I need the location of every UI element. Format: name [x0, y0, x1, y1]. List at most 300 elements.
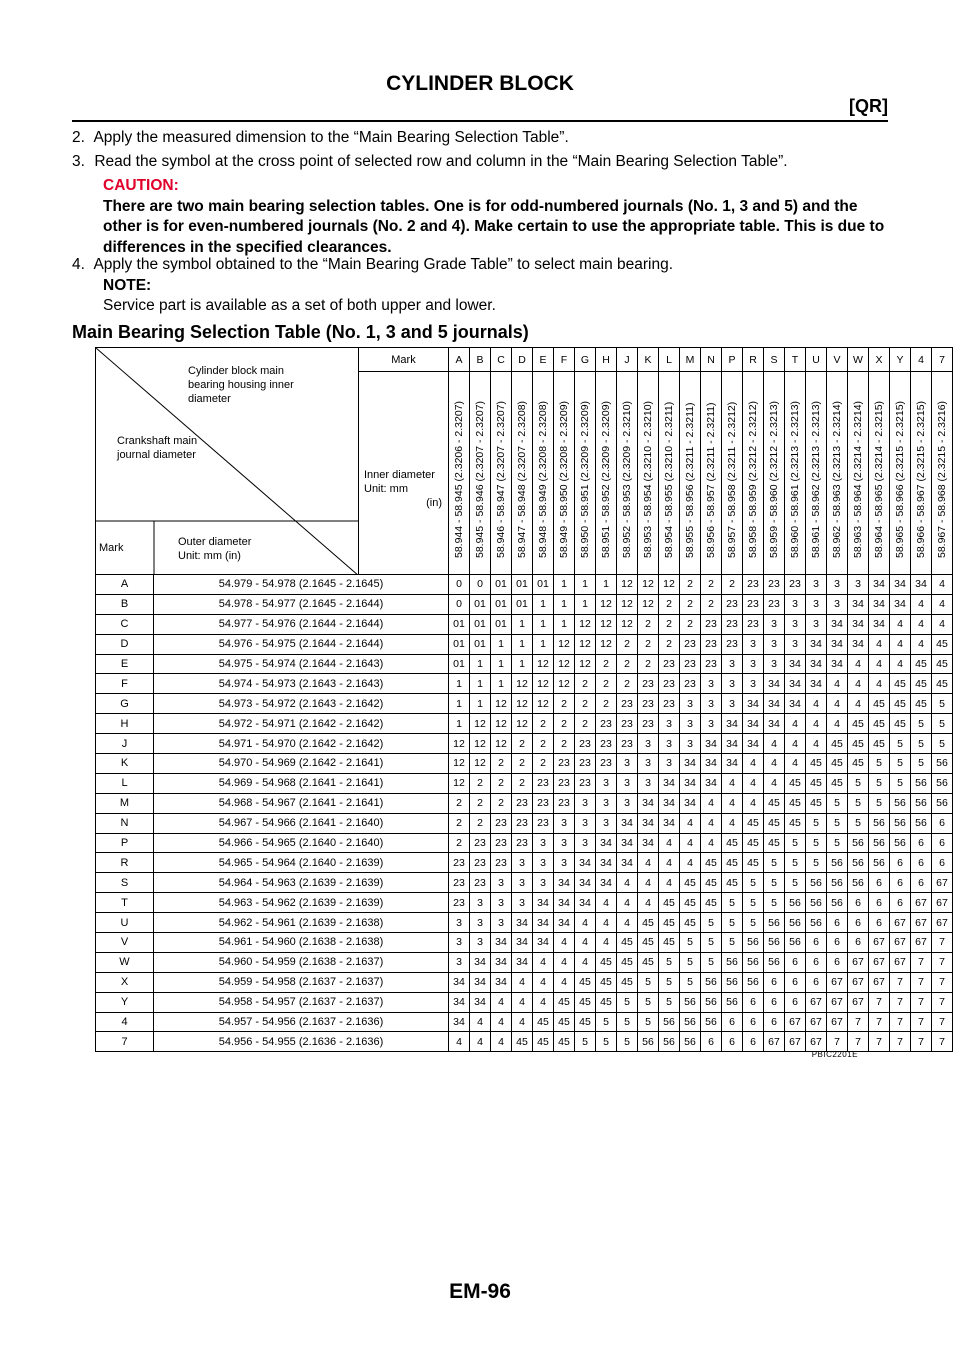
column-mark: 7: [932, 348, 953, 372]
column-inner-diameter-range: [680, 372, 701, 575]
table-cell: 5: [743, 873, 764, 893]
row-mark: B: [96, 594, 154, 614]
table-cell: 3: [701, 714, 722, 734]
table-cell: 56: [659, 1012, 680, 1032]
table-cell: 3: [743, 634, 764, 654]
table-cell: 56: [701, 992, 722, 1012]
table-cell: 5: [848, 813, 869, 833]
table-cell: 3: [806, 594, 827, 614]
column-inner-diameter-range: [575, 372, 596, 575]
table-cell: 5: [932, 734, 953, 754]
table-cell: 2: [617, 654, 638, 674]
table-cell: 6: [848, 933, 869, 953]
row-mark: X: [96, 972, 154, 992]
row-mark: G: [96, 694, 154, 714]
table-cell: 3: [722, 694, 743, 714]
table-cell: 34: [659, 793, 680, 813]
table-cell: 4: [827, 694, 848, 714]
table-cell: 3: [764, 614, 785, 634]
table-cell: 12: [512, 714, 533, 734]
table-row: [96, 754, 953, 774]
table-cell: 23: [701, 614, 722, 634]
table-cell: 12: [512, 674, 533, 694]
table-cell: 5: [806, 813, 827, 833]
table-cell: 23: [491, 833, 512, 853]
table-cell: 5: [848, 773, 869, 793]
table-cell: 45: [848, 734, 869, 754]
table-cell: 67: [911, 933, 932, 953]
table-cell: 45: [617, 933, 638, 953]
table-cell: 4: [680, 813, 701, 833]
table-cell: 4: [533, 952, 554, 972]
table-cell: 34: [911, 575, 932, 595]
table-cell: 4: [827, 714, 848, 734]
table-cell: 7: [890, 1032, 911, 1052]
table-cell: 5: [911, 714, 932, 734]
table-cell: 12: [596, 594, 617, 614]
column-range-text: 58.963 - 58.964 (2.3214 - 2.3214): [852, 400, 864, 558]
table-cell: 12: [470, 734, 491, 754]
table-cell: 7: [932, 1032, 953, 1052]
table-cell: 23: [533, 793, 554, 813]
row-outer-diameter-range: 54.961 - 54.960 (2.1638 - 2.1638): [154, 933, 449, 953]
row-outer-diameter-range: 54.969 - 54.968 (2.1641 - 2.1641): [154, 773, 449, 793]
table-cell: 5: [638, 992, 659, 1012]
column-mark: D: [512, 348, 533, 372]
table-cell: 45: [533, 1032, 554, 1052]
table-cell: 4: [512, 1012, 533, 1032]
table-cell: 45: [869, 694, 890, 714]
table-cell: 67: [911, 913, 932, 933]
table-cell: 2: [596, 674, 617, 694]
table-row: [96, 674, 953, 694]
table-cell: 2: [596, 694, 617, 714]
table-cell: 34: [743, 694, 764, 714]
table-cell: 2: [470, 813, 491, 833]
row-outer-diameter-range: 54.959 - 54.958 (2.1637 - 2.1637): [154, 972, 449, 992]
table-cell: 6: [932, 853, 953, 873]
table-row: [96, 594, 953, 614]
table-cell: 23: [512, 793, 533, 813]
row-outer-diameter-range: 54.964 - 54.963 (2.1639 - 2.1639): [154, 873, 449, 893]
table-cell: 6: [827, 913, 848, 933]
table-cell: 67: [806, 992, 827, 1012]
table-cell: 5: [638, 972, 659, 992]
table-cell: 45: [806, 793, 827, 813]
table-cell: 3: [617, 773, 638, 793]
table-cell: 23: [722, 594, 743, 614]
table-cell: 12: [554, 634, 575, 654]
table-cell: 34: [806, 674, 827, 694]
column-inner-diameter-range: [911, 372, 932, 575]
table-cell: 7: [890, 992, 911, 1012]
table-cell: 23: [470, 833, 491, 853]
table-cell: 4: [743, 793, 764, 813]
table-cell: 3: [533, 833, 554, 853]
table-row: [96, 634, 953, 654]
table-cell: 3: [617, 793, 638, 813]
column-range-text: 58.959 - 58.960 (2.3212 - 2.3213): [768, 400, 780, 558]
table-cell: 45: [512, 1032, 533, 1052]
row-outer-diameter-range: 54.974 - 54.973 (2.1643 - 2.1643): [154, 674, 449, 694]
row-mark: Y: [96, 992, 154, 1012]
table-cell: 5: [785, 853, 806, 873]
table-cell: 3: [491, 873, 512, 893]
table-cell: 1: [491, 674, 512, 694]
table-cell: 34: [617, 813, 638, 833]
table-cell: 45: [680, 913, 701, 933]
table-cell: 34: [596, 853, 617, 873]
row-outer-diameter-range: 54.957 - 54.956 (2.1637 - 2.1636): [154, 1012, 449, 1032]
table-cell: 4: [701, 833, 722, 853]
table-cell: 67: [932, 913, 953, 933]
table-cell: 45: [890, 694, 911, 714]
column-range-text: 58.956 - 58.957 (2.3211 - 2.3211): [705, 402, 717, 558]
table-cell: 56: [890, 833, 911, 853]
table-cell: 6: [869, 873, 890, 893]
table-cell: 34: [449, 1012, 470, 1032]
table-cell: 34: [722, 714, 743, 734]
table-cell: 12: [491, 694, 512, 714]
table-cell: 5: [890, 773, 911, 793]
table-cell: 7: [932, 933, 953, 953]
table-cell: 7: [848, 1012, 869, 1032]
table-cell: 2: [638, 654, 659, 674]
table-cell: 34: [617, 833, 638, 853]
table-cell: 2: [512, 773, 533, 793]
table-cell: 4: [806, 694, 827, 714]
column-mark: M: [680, 348, 701, 372]
table-cell: 2: [575, 694, 596, 714]
table-cell: 34: [680, 773, 701, 793]
table-cell: 4: [554, 933, 575, 953]
table-cell: 6: [869, 893, 890, 913]
table-cell: 4: [449, 1032, 470, 1052]
table-cell: 23: [512, 833, 533, 853]
table-cell: 34: [554, 893, 575, 913]
table-cell: 2: [617, 634, 638, 654]
table-cell: 34: [743, 714, 764, 734]
table-cell: 45: [701, 853, 722, 873]
table-cell: 45: [680, 893, 701, 913]
table-cell: 34: [890, 575, 911, 595]
table-cell: 1: [554, 614, 575, 634]
column-mark: V: [827, 348, 848, 372]
table-cell: 2: [470, 773, 491, 793]
table-cell: 12: [575, 654, 596, 674]
table-cell: 2: [554, 714, 575, 734]
table-cell: 1: [596, 575, 617, 595]
table-cell: 34: [638, 833, 659, 853]
table-cell: 12: [491, 734, 512, 754]
table-cell: 67: [764, 1032, 785, 1052]
table-cell: 3: [722, 654, 743, 674]
table-cell: 45: [869, 734, 890, 754]
table-cell: 34: [491, 952, 512, 972]
table-cell: 45: [932, 654, 953, 674]
step-3: [72, 152, 892, 172]
table-cell: 56: [701, 1012, 722, 1032]
table-cell: 45: [764, 813, 785, 833]
table-cell: 4: [575, 933, 596, 953]
table-cell: 12: [449, 754, 470, 774]
table-cell: 56: [785, 933, 806, 953]
table-cell: 4: [470, 1032, 491, 1052]
table-cell: 5: [869, 793, 890, 813]
table-cell: 3: [575, 813, 596, 833]
table-cell: 6: [722, 1032, 743, 1052]
table-cell: 3: [785, 614, 806, 634]
table-cell: 6: [869, 913, 890, 933]
row-mark: D: [96, 634, 154, 654]
column-inner-diameter-range: [638, 372, 659, 575]
table-heading: Main Bearing Selection Table (No. 1, 3 and 5 journals): [72, 322, 529, 342]
table-cell: 5: [680, 952, 701, 972]
table-cell: 34: [491, 972, 512, 992]
table-cell: 56: [932, 754, 953, 774]
column-inner-diameter-range: [659, 372, 680, 575]
table-cell: 3: [533, 873, 554, 893]
table-cell: 4: [638, 893, 659, 913]
table-cell: 45: [638, 913, 659, 933]
table-cell: 23: [764, 594, 785, 614]
table-cell: 67: [848, 952, 869, 972]
table-row: [96, 833, 953, 853]
column-mark: P: [722, 348, 743, 372]
table-cell: 2: [701, 575, 722, 595]
table-cell: 45: [911, 694, 932, 714]
table-cell: 56: [848, 853, 869, 873]
table-cell: 5: [911, 734, 932, 754]
table-cell: 1: [449, 694, 470, 714]
row-mark: V: [96, 933, 154, 953]
table-cell: 56: [680, 992, 701, 1012]
outer-diameter-unit: Unit: mm (in): [178, 550, 241, 562]
table-cell: 45: [932, 674, 953, 694]
row-outer-diameter-range: 54.971 - 54.970 (2.1642 - 2.1642): [154, 734, 449, 754]
table-cell: 45: [575, 972, 596, 992]
table-cell: 67: [932, 893, 953, 913]
column-range-text: 58.964 - 58.965 (2.3214 - 2.3215): [873, 400, 885, 558]
main-bearing-selection-table: [95, 347, 953, 1052]
table-cell: 56: [764, 913, 785, 933]
table-cell: 4: [617, 913, 638, 933]
table-cell: 12: [533, 694, 554, 714]
table-cell: 67: [890, 933, 911, 953]
table-cell: 34: [638, 793, 659, 813]
column-inner-diameter-range: [491, 372, 512, 575]
step-2-text: Apply the measured dimension to the “Main Bearing Selection Table”.: [93, 129, 569, 146]
table-cell: 12: [596, 614, 617, 634]
table-cell: 3: [554, 853, 575, 873]
table-cell: 34: [491, 933, 512, 953]
table-row: [96, 773, 953, 793]
table-cell: 4: [596, 893, 617, 913]
table-cell: 34: [512, 933, 533, 953]
table-cell: 67: [848, 972, 869, 992]
table-cell: 4: [701, 813, 722, 833]
table-cell: 45: [806, 754, 827, 774]
table-cell: 34: [533, 893, 554, 913]
table-cell: 45: [764, 793, 785, 813]
column-inner-diameter-range: [554, 372, 575, 575]
table-cell: 5: [617, 992, 638, 1012]
row-outer-diameter-range: 54.956 - 54.955 (2.1636 - 2.1636): [154, 1032, 449, 1052]
row-mark: K: [96, 754, 154, 774]
table-cell: 3: [827, 575, 848, 595]
table-row: [96, 853, 953, 873]
table-cell: 01: [449, 634, 470, 654]
table-cell: 1: [470, 674, 491, 694]
column-range-text: 58.962 - 58.963 (2.3213 - 2.3214): [831, 400, 843, 558]
table-cell: 3: [701, 674, 722, 694]
table-row: [96, 933, 953, 953]
column-mark: H: [596, 348, 617, 372]
table-cell: 34: [575, 853, 596, 873]
table-cell: 34: [533, 933, 554, 953]
table-cell: 2: [638, 614, 659, 634]
table-cell: 34: [470, 972, 491, 992]
table-cell: 4: [743, 773, 764, 793]
table-cell: 4: [722, 793, 743, 813]
table-cell: 3: [659, 754, 680, 774]
table-cell: 4: [575, 952, 596, 972]
table-row: [96, 694, 953, 714]
table-row: [96, 793, 953, 813]
outer-diameter-label: [178, 535, 298, 563]
column-mark: Y: [890, 348, 911, 372]
section-tag: [QR]: [849, 96, 888, 116]
column-mark: W: [848, 348, 869, 372]
table-cell: 3: [848, 575, 869, 595]
table-row: [96, 714, 953, 734]
table-cell: 2: [491, 793, 512, 813]
table-cell: 01: [533, 575, 554, 595]
row-mark: W: [96, 952, 154, 972]
table-cell: 4: [659, 873, 680, 893]
caution-text: There are two main bearing selection tables. One is for odd-numbered journals (No. 1, 3 and 5) and the other is for even-numbered journals (No. 2 and 4). Make certain to use the appropriate table. This is due to differences in the specified clearances.: [103, 197, 885, 256]
table-cell: 5: [764, 893, 785, 913]
row-mark: H: [96, 714, 154, 734]
table-cell: 34: [848, 614, 869, 634]
table-cell: 45: [638, 933, 659, 953]
table-cell: 1: [575, 575, 596, 595]
table-cell: 5: [869, 754, 890, 774]
step-2: [72, 128, 892, 148]
table-cell: 34: [869, 575, 890, 595]
table-cell: 67: [869, 933, 890, 953]
table-cell: 67: [806, 1012, 827, 1032]
table-cell: 56: [722, 972, 743, 992]
table-cell: 7: [932, 952, 953, 972]
table-cell: 67: [890, 952, 911, 972]
table-cell: 5: [806, 853, 827, 873]
table-cell: 6: [911, 853, 932, 873]
table-cell: 12: [617, 614, 638, 634]
table-cell: 1: [512, 654, 533, 674]
table-cell: 6: [743, 1032, 764, 1052]
column-mark: J: [617, 348, 638, 372]
table-cell: 23: [659, 654, 680, 674]
table-cell: 34: [806, 654, 827, 674]
table-cell: 45: [743, 833, 764, 853]
table-cell: 4: [785, 734, 806, 754]
table-cell: 2: [449, 793, 470, 813]
table-cell: 3: [743, 654, 764, 674]
table-cell: 3: [806, 575, 827, 595]
table-cell: 5: [617, 1012, 638, 1032]
table-cell: 34: [512, 913, 533, 933]
table-cell: 4: [764, 734, 785, 754]
step-3-number: 3.: [72, 153, 85, 170]
table-cell: 45: [617, 952, 638, 972]
table-cell: 45: [596, 992, 617, 1012]
table-cell: 4: [491, 1032, 512, 1052]
table-cell: 4: [806, 734, 827, 754]
table-cell: 6: [932, 813, 953, 833]
table-cell: 56: [848, 833, 869, 853]
table-cell: 4: [491, 992, 512, 1012]
table-cell: 56: [932, 793, 953, 813]
table-cell: 5: [869, 773, 890, 793]
row-mark: A: [96, 575, 154, 595]
table-cell: 3: [785, 594, 806, 614]
table-cell: 2: [701, 594, 722, 614]
table-cell: 5: [827, 833, 848, 853]
table-cell: 4: [512, 992, 533, 1012]
table-cell: 23: [554, 793, 575, 813]
table-cell: 34: [701, 734, 722, 754]
table-cell: 2: [575, 714, 596, 734]
table-cell: 3: [491, 913, 512, 933]
column-range-text: 58.957 - 58.958 (2.3211 - 2.3212): [726, 401, 738, 558]
table-cell: 45: [596, 952, 617, 972]
table-cell: 4: [848, 674, 869, 694]
table-cell: 3: [596, 793, 617, 813]
table-cell: 12: [554, 654, 575, 674]
table-cell: 3: [764, 654, 785, 674]
column-range-text: 58.955 - 58.956 (2.3211 - 2.3211): [684, 402, 696, 558]
table-cell: 5: [659, 992, 680, 1012]
table-cell: 67: [869, 972, 890, 992]
table-cell: 4: [785, 754, 806, 774]
table-cell: 23: [575, 754, 596, 774]
table-cell: 4: [911, 634, 932, 654]
table-cell: 12: [554, 674, 575, 694]
table-cell: 5: [722, 933, 743, 953]
table-cell: 5: [743, 893, 764, 913]
table-cell: 3: [764, 634, 785, 654]
table-cell: 56: [743, 972, 764, 992]
table-cell: 12: [470, 754, 491, 774]
table-cell: 4: [764, 773, 785, 793]
table-cell: 45: [638, 952, 659, 972]
table-cell: 23: [659, 674, 680, 694]
table-row: [96, 575, 953, 595]
table-cell: 2: [449, 813, 470, 833]
column-mark: E: [533, 348, 554, 372]
table-cell: 2: [554, 734, 575, 754]
table-cell: 6: [890, 873, 911, 893]
table-cell: 6: [890, 893, 911, 913]
table-cell: 3: [512, 853, 533, 873]
table-cell: 56: [701, 972, 722, 992]
row-outer-diameter-range: 54.976 - 54.975 (2.1644 - 2.1644): [154, 634, 449, 654]
table-cell: 4: [701, 793, 722, 813]
table-cell: 2: [491, 773, 512, 793]
table-cell: 3: [512, 873, 533, 893]
table-cell: 5: [932, 714, 953, 734]
